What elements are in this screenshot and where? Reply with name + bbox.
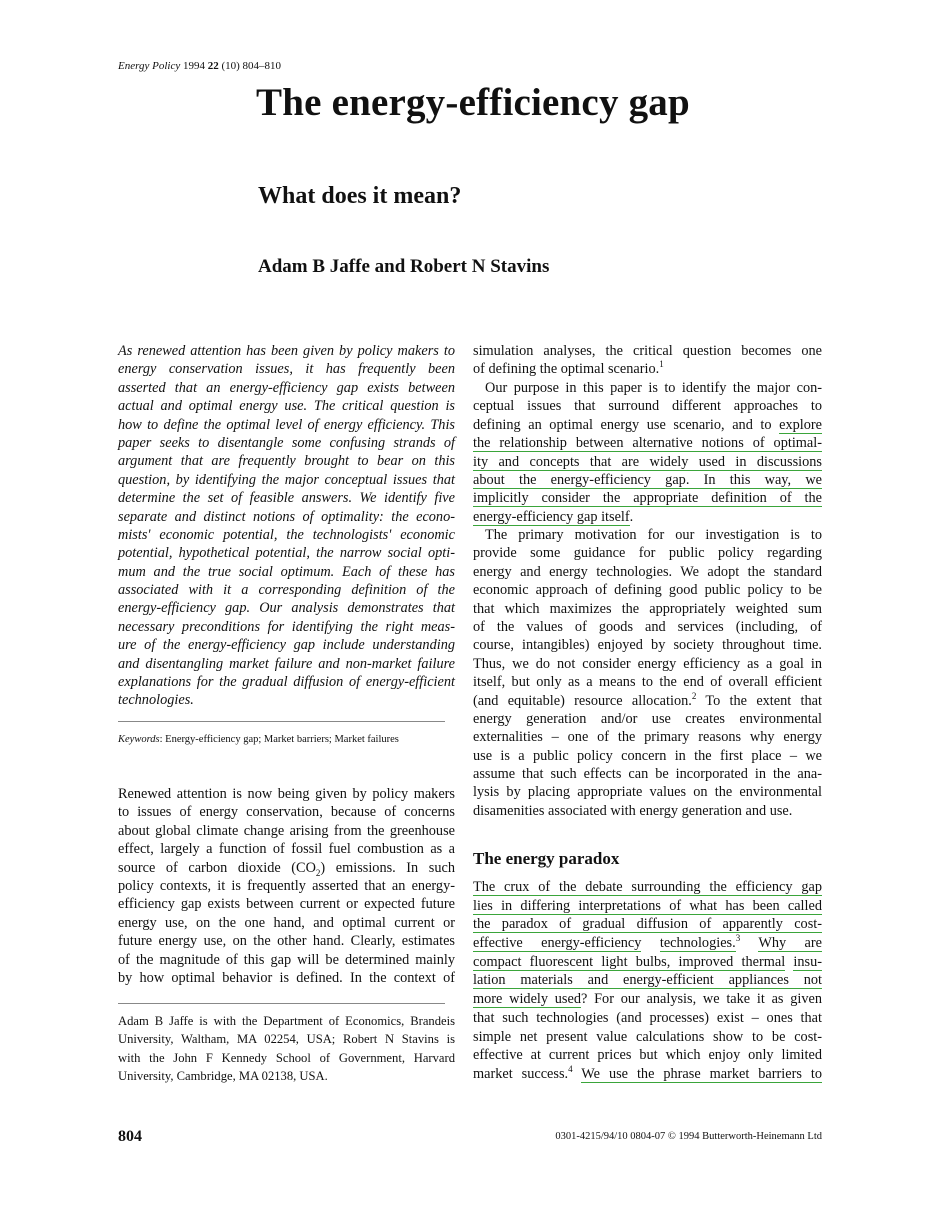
text: ure of the energy-efficiency gap include understanding bbox=[118, 637, 455, 654]
text: and disentangling market failure and non-market failure bbox=[118, 655, 455, 672]
text: simulation analyses, the critical question becomes one bbox=[473, 343, 822, 359]
underlined-text: compact fluorescent light bulbs, improved thermal bbox=[473, 953, 786, 970]
text-line bbox=[473, 636, 822, 654]
text: economic approach of defining good public policy to be bbox=[473, 582, 822, 599]
text-line bbox=[118, 563, 455, 581]
text-line bbox=[473, 600, 822, 618]
text: efficiency gap exists between current or expected future bbox=[118, 896, 455, 913]
text: of the magnitude of this gap will be determined mainly bbox=[118, 951, 455, 968]
text: of the values of goods and services (including, of bbox=[473, 618, 822, 635]
underlined-text: lies in differing interpretations of what has been called bbox=[473, 897, 822, 914]
footnote-divider bbox=[118, 1003, 445, 1004]
keywords-text: : Energy-efficiency gap; Market barriers; Market failures bbox=[159, 734, 399, 745]
text-line bbox=[118, 877, 455, 895]
text-line bbox=[118, 859, 455, 877]
section-heading: The energy paradox bbox=[473, 849, 620, 868]
text-line bbox=[118, 840, 455, 858]
keywords bbox=[118, 734, 399, 745]
text: how to define the optimal level of energy efficiency. This bbox=[118, 416, 455, 433]
text: course, intangibles) enjoyed by society throughout time. bbox=[473, 637, 822, 654]
text-line bbox=[118, 785, 455, 803]
text-line bbox=[473, 489, 822, 507]
text-line bbox=[473, 953, 822, 972]
underlined-text: explore bbox=[779, 416, 822, 433]
text-line bbox=[473, 934, 822, 953]
text-line bbox=[118, 342, 455, 360]
text-line bbox=[118, 1050, 455, 1068]
text: ? For our analysis, we take it as given bbox=[581, 991, 822, 1008]
text-line bbox=[473, 581, 822, 599]
text: about global climate change arising from the greenhouse bbox=[118, 822, 455, 839]
text: disamenities associated with energy generation and use. bbox=[473, 802, 793, 819]
text-line bbox=[473, 747, 822, 765]
text-line bbox=[118, 581, 455, 599]
text: Renewed attention is now being given by policy makers bbox=[118, 786, 455, 802]
paper-authors: Adam B Jaffe and Robert N Stavins bbox=[258, 256, 550, 277]
underlined-text: the relationship between alternative notions of optimal- bbox=[473, 435, 822, 452]
text: defining an optimal energy use scenario, and to bbox=[473, 416, 780, 433]
text bbox=[573, 1066, 582, 1082]
text-line bbox=[118, 691, 455, 709]
text-line bbox=[118, 1068, 455, 1086]
journal-volume: 22 bbox=[207, 60, 219, 72]
footnote-marker: 1 bbox=[659, 359, 664, 370]
underlined-text: effective energy-efficiency bbox=[473, 935, 642, 952]
intro-paragraph bbox=[118, 785, 455, 987]
subscript: 2 bbox=[315, 867, 321, 878]
text: with the John F Kennedy School of Government, Harvard bbox=[118, 1050, 455, 1065]
page-number: 804 bbox=[118, 1128, 142, 1145]
text-line bbox=[118, 822, 455, 840]
text: energy generation and/or use creates environmental bbox=[473, 710, 822, 727]
underlined-text: implicitly consider the appropriate definition of the bbox=[473, 490, 822, 507]
text: paper seeks to disentangle some confusing strands of bbox=[118, 434, 455, 451]
text-line bbox=[473, 673, 822, 691]
journal-name: Energy Policy bbox=[118, 60, 181, 72]
text-line bbox=[118, 1013, 455, 1031]
text-line bbox=[118, 599, 455, 617]
text: Our purpose in this paper is to identify the major con- bbox=[485, 380, 822, 396]
text-line bbox=[118, 526, 455, 544]
text: question, by identifying the major conceptual issues that bbox=[118, 471, 455, 488]
text: energy conservation issues, it has frequently been bbox=[118, 361, 455, 378]
underlined-text: the paradox of gradual diffusion of apparently cost- bbox=[473, 916, 822, 933]
text: mum and the true social optimum. Each of these has bbox=[118, 563, 455, 580]
text-line bbox=[118, 636, 455, 654]
copyright-line: 0301-4215/94/10 0804-07 © 1994 Butterworth-Heinemann Ltd bbox=[555, 1131, 822, 1142]
text-line bbox=[118, 471, 455, 489]
text: Adam B Jaffe is with the Department of Economics, Brandeis bbox=[118, 1014, 455, 1028]
text: market success. bbox=[473, 1065, 569, 1082]
text-line bbox=[118, 895, 455, 913]
text: to issues of energy conservation, because of concerns bbox=[118, 804, 455, 821]
text: separate and distinct notions of optimality: the econo- bbox=[118, 508, 455, 525]
text-line bbox=[473, 508, 822, 526]
text-line bbox=[473, 471, 822, 489]
underlined-text: more widely used bbox=[473, 991, 581, 1008]
text-line bbox=[473, 710, 822, 728]
text bbox=[641, 935, 659, 951]
text-line bbox=[118, 360, 455, 378]
text-line bbox=[118, 618, 455, 636]
text: argument that are frequently brought to bear on this bbox=[118, 453, 455, 470]
text-line bbox=[473, 360, 822, 378]
text: As renewed attention has been given by policy makers to bbox=[118, 343, 455, 359]
text-line bbox=[118, 914, 455, 932]
text: use is a public policy concern in the first place – we bbox=[473, 747, 822, 764]
right-paragraph-3 bbox=[473, 526, 822, 820]
author-affiliations bbox=[118, 1013, 455, 1087]
text-line bbox=[473, 1009, 822, 1028]
text: energy-efficiency gap. Our analysis demonstrates that bbox=[118, 600, 455, 617]
text: that which maximizes the appropriately weighted sum bbox=[473, 600, 822, 617]
text-line bbox=[118, 1031, 455, 1049]
footnote-marker: 2 bbox=[691, 690, 697, 701]
text: determine the set of feasible answers. We identify five bbox=[118, 490, 455, 507]
text: energy and energy technologies. We adopt the standard bbox=[473, 563, 822, 580]
text: of defining the optimal scenario. bbox=[473, 361, 660, 378]
text-line bbox=[118, 508, 455, 526]
text: The primary motivation for our investigation is to bbox=[485, 527, 822, 543]
text: (and equitable) resource allocation. bbox=[473, 692, 692, 709]
text-line bbox=[473, 728, 822, 746]
text-line bbox=[473, 618, 822, 636]
underlined-text: about the energy-efficiency gap. In this way, we bbox=[473, 471, 822, 488]
text-line bbox=[473, 990, 822, 1009]
text-line bbox=[118, 951, 455, 969]
text: University, Waltham, MA 02254, USA; Robert N Stavins is bbox=[118, 1032, 455, 1047]
text: effect, largely a function of fossil fuel combustion as a bbox=[118, 841, 455, 858]
right-paragraph-1 bbox=[473, 342, 822, 379]
text bbox=[740, 935, 758, 951]
footnote-marker: 3 bbox=[735, 933, 741, 944]
text: effective at current prices but which enjoy only limited bbox=[473, 1047, 822, 1064]
text: ) emissions. In such bbox=[320, 859, 455, 876]
journal-issue-pages: (10) 804–810 bbox=[221, 60, 282, 72]
text: itself, but only as a means to the end of overall efficient bbox=[473, 674, 822, 691]
text-line bbox=[473, 971, 822, 990]
text-line bbox=[118, 932, 455, 950]
text: associated with it a corresponding definition of the bbox=[118, 582, 455, 599]
underlined-text: technologies. bbox=[659, 935, 736, 952]
text-line bbox=[118, 969, 455, 987]
text-line bbox=[473, 379, 822, 397]
text-line bbox=[118, 397, 455, 415]
text-line bbox=[118, 489, 455, 507]
text-line bbox=[473, 765, 822, 783]
text: future energy use, on the other hand. Clearly, estimates bbox=[118, 933, 455, 950]
underlined-text: Why are bbox=[758, 935, 822, 952]
text: policy contexts, it is frequently asserted that an energy- bbox=[118, 877, 455, 894]
text: To the extent that bbox=[696, 692, 822, 709]
text-line bbox=[473, 783, 822, 801]
text-line bbox=[473, 526, 822, 544]
text-line bbox=[473, 563, 822, 581]
text: source of carbon dioxide (CO bbox=[118, 859, 316, 876]
text-line bbox=[473, 655, 822, 673]
paper-title: The energy-efficiency gap bbox=[256, 81, 690, 124]
text: mists' economic potential, the technologists' economic bbox=[118, 526, 455, 543]
keywords-label: Keywords bbox=[118, 734, 160, 745]
text: lysis by placing appropriate values on the environmental bbox=[473, 784, 822, 801]
underlined-text: energy-efficiency gap itself bbox=[473, 508, 630, 525]
footnote-marker: 4 bbox=[568, 1064, 573, 1075]
text: assume that such effects can be incorporated in the ana- bbox=[473, 766, 822, 783]
text: University, Cambridge, MA 02138, USA. bbox=[118, 1069, 328, 1084]
paradox-paragraph bbox=[473, 878, 822, 1084]
text-line bbox=[473, 1046, 822, 1065]
abstract bbox=[118, 342, 455, 710]
text: simple net present value calculations show to be cost- bbox=[473, 1028, 822, 1045]
text: energy use, on the one hand, and optimal current or bbox=[118, 914, 455, 931]
text-line bbox=[118, 803, 455, 821]
underlined-text: insu- bbox=[793, 953, 822, 970]
underlined-text: We use the phrase market barriers to bbox=[581, 1065, 822, 1082]
text: provide some guidance for public policy regarding bbox=[473, 545, 822, 562]
text: by how optimal behavior is defined. In the context of bbox=[118, 969, 455, 986]
paper-subtitle: What does it mean? bbox=[258, 183, 462, 209]
underlined-text: The crux of the debate surrounding the efficiency gap bbox=[473, 879, 822, 895]
journal-citation bbox=[118, 60, 281, 72]
text-line bbox=[118, 434, 455, 452]
text-line bbox=[473, 915, 822, 934]
right-paragraph-2 bbox=[473, 379, 822, 526]
text-line bbox=[473, 397, 822, 415]
text: ceptual issues that surround different approaches to bbox=[473, 398, 822, 415]
text: Thus, we do not consider energy efficiency as a goal in bbox=[473, 655, 822, 672]
text: explanations for the gradual diffusion of energy-efficient bbox=[118, 674, 455, 691]
text-line bbox=[473, 416, 822, 434]
abstract-divider bbox=[118, 721, 445, 722]
text: asserted that an energy-efficiency gap exists between bbox=[118, 379, 455, 396]
text-line bbox=[473, 453, 822, 471]
text-line bbox=[473, 1065, 822, 1084]
text: technologies. bbox=[118, 692, 194, 709]
journal-year: 1994 bbox=[182, 60, 205, 72]
text-line bbox=[473, 878, 822, 897]
text-line bbox=[473, 434, 822, 452]
text-line bbox=[473, 342, 822, 360]
underlined-text: lation materials and energy-efficient appliances not bbox=[473, 972, 822, 989]
text-line bbox=[473, 802, 822, 820]
text-line bbox=[118, 544, 455, 562]
underlined-text: ity and concepts that are widely used in discussions bbox=[473, 453, 822, 470]
text: necessary preconditions for identifying the right meas- bbox=[118, 618, 455, 635]
text: externalities – one of the primary reasons why energy bbox=[473, 729, 822, 746]
text-line bbox=[118, 673, 455, 691]
text: . bbox=[629, 508, 634, 525]
text-line bbox=[118, 452, 455, 470]
text: that such technologies (and processes) exist – ones that bbox=[473, 1009, 822, 1026]
text-line bbox=[118, 655, 455, 673]
text-line bbox=[118, 416, 455, 434]
text-line bbox=[473, 692, 822, 710]
text-line bbox=[118, 379, 455, 397]
text-line bbox=[473, 1028, 822, 1047]
text: potential, hypothetical potential, the narrow social opti- bbox=[118, 545, 455, 562]
text-line bbox=[473, 544, 822, 562]
text: actual and optimal energy use. The critical question is bbox=[118, 398, 455, 415]
text-line bbox=[473, 897, 822, 916]
